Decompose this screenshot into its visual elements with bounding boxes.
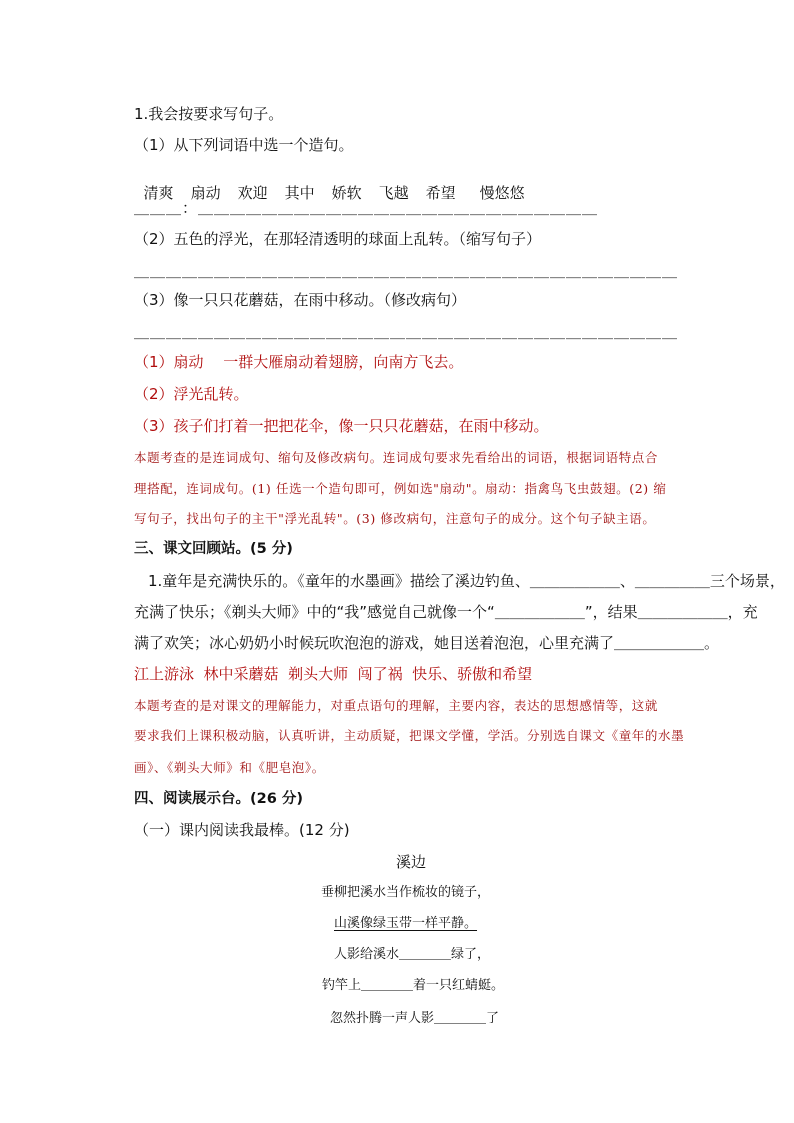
- section-3-answer: 江上游泳 林中采蘑菇 剃头大师 闯了祸 快乐、骄傲和希望: [134, 665, 533, 683]
- word: 清爽: [143, 184, 174, 202]
- explanation-line: 写句子，找出句子的主干"浮光乱转"。(3) 修改病句，注意句子的成分。这个句子缺主语。: [134, 511, 656, 526]
- poem-line: 钓竿上＿＿＿＿着一只红蜻蜓。: [322, 978, 505, 993]
- section-3-question-line: 满了欢笑；冰心奶奶小时候玩吹泡泡的游戏，她目送着泡泡，心里充满了＿＿＿＿＿＿。: [134, 634, 720, 652]
- section-3-question-line: 充满了快乐；《剃头大师》中的“我”感觉自己就像一个“＿＿＿＿＿＿”，结果＿＿＿＿＿＿，充: [134, 603, 758, 621]
- word: 希望: [425, 184, 456, 202]
- answer-3: （3）孩子们打着一把把花伞，像一只只花蘑菇，在雨中移动。: [134, 417, 549, 435]
- q1-title: 1.我会按要求写句子。: [134, 105, 284, 123]
- section-4-heading: 四、阅读展示台。(26 分): [134, 791, 303, 807]
- poem-line-underlined: 山溪像绿玉带一样平静。: [334, 916, 478, 931]
- word: 飞越: [378, 184, 409, 202]
- answer-1: （1）扇动 一群大雁扇动着翅膀，向南方飞去。: [134, 353, 464, 371]
- explanation-line: 本题考查的是连词成句、缩句及修改病句。连词成句要求先看给出的词语，根据词语特点合: [134, 450, 659, 465]
- poem-line: 垂柳把溪水当作梳妆的镜子，: [321, 885, 491, 900]
- answer-2: （2）浮光乱转。: [134, 385, 249, 403]
- explanation-line: 本题考查的是对课文的理解能力，对重点语句的理解，主要内容，表达的思想感情等，这就: [134, 698, 659, 713]
- section-4-sub: （一）课内阅读我最棒。(12 分): [134, 821, 350, 839]
- word: 扇动: [190, 184, 221, 202]
- word: 慢悠悠: [479, 184, 525, 202]
- answer-blank-3[interactable]: ＿＿＿＿＿＿＿＿＿＿＿＿＿＿＿＿＿＿＿＿＿＿＿＿＿＿＿＿＿＿＿＿＿＿: [134, 323, 679, 341]
- q1-sub3: （3）像一只只花蘑菇，在雨中移动。（修改病句）: [134, 291, 467, 309]
- section-3-question-line: 1.童年是充满快乐的。《童年的水墨画》描绘了溪边钓鱼、＿＿＿＿＿＿、＿＿＿＿＿三个场景，: [148, 572, 785, 590]
- q1-sub2: （2）五色的浮光，在那轻清透明的球面上乱转。（缩写句子）: [134, 230, 542, 248]
- answer-blank-2[interactable]: ＿＿＿＿＿＿＿＿＿＿＿＿＿＿＿＿＿＿＿＿＿＿＿＿＿＿＿＿＿＿＿＿＿＿: [134, 262, 679, 280]
- section-3-heading: 三、课文回顾站。(5 分): [134, 541, 293, 557]
- poem-title: 溪边: [396, 853, 427, 871]
- poem-line: 忽然扑腾一声人影＿＿＿＿了: [330, 1011, 500, 1026]
- poem-line: 人影给溪水＿＿＿＿绿了，: [334, 947, 491, 962]
- word: 其中: [284, 184, 315, 202]
- explanation-line: 画》、《剃头大师》和《肥皂泡》。: [134, 760, 325, 775]
- explanation-line: 理搭配，连词成句。(1) 任选一个造句即可，例如选"扇动"。扇动：指禽鸟飞虫鼓翅。(2) 缩: [134, 481, 667, 496]
- word-list: [134, 166, 542, 202]
- answer-blank-1[interactable]: ＿＿＿：＿＿＿＿＿＿＿＿＿＿＿＿＿＿＿＿＿＿＿＿＿＿＿＿＿: [134, 199, 599, 217]
- word: 娇软: [331, 184, 362, 202]
- q1-sub1: （1）从下列词语中选一个造句。: [134, 136, 354, 154]
- explanation-line: 要求我们上课积极动脑，认真听讲，主动质疑，把课文学懂，学活。分别选自课文《童年的水墨: [134, 728, 685, 743]
- word: 欢迎: [237, 184, 268, 202]
